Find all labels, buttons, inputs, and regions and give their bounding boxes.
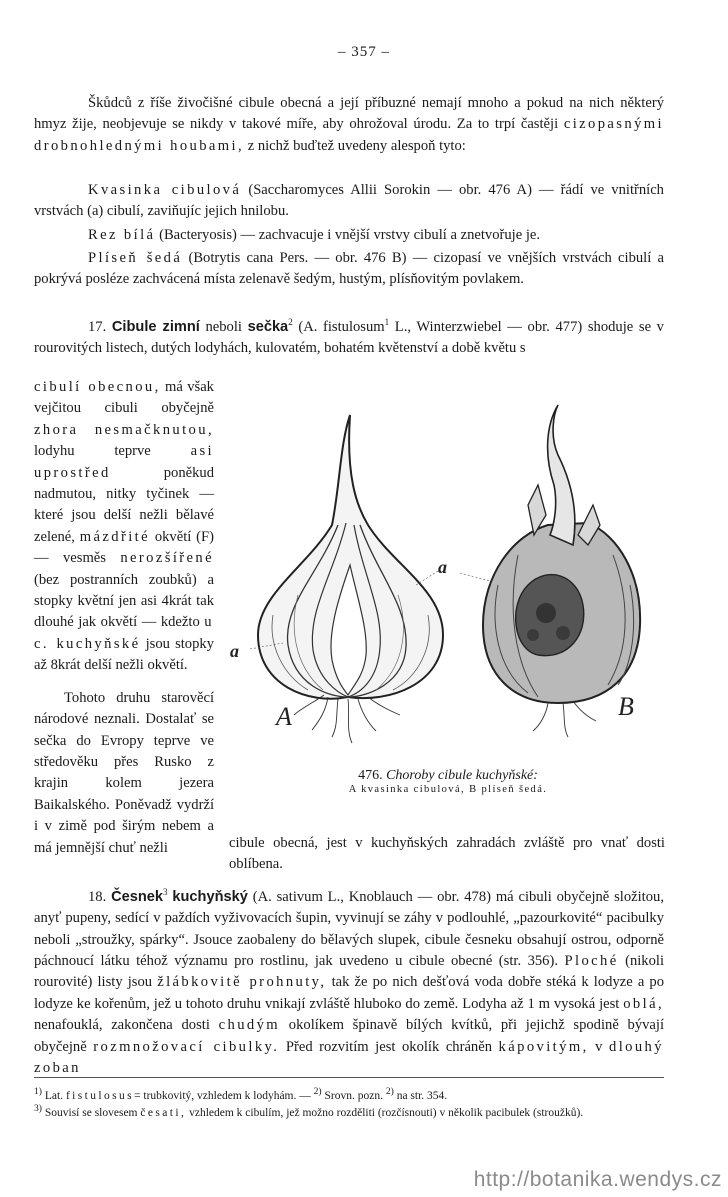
column-text: lodyhu teprve [34, 443, 191, 460]
emphasis-term: cizopasnými drobnohlednými houbami, [34, 116, 664, 154]
section-17-intro: 17. Cibule zimní neboli sečka$^2$ (A. fistulosum$^1$ L., Winterzwiebel — obr. 477) shoduje se v rourovitých listech, dutých lodyhách, kulovatém, bohatém květenství a době květu s [34, 317, 664, 357]
column-paragraph-2: Tohoto druhu starověcí národové neznali. Dostalať se sečka do Evropy teprve ve středověku přes Rusko z krajin kolem jezera Baikalského. Poněvadž vydrží i v zimě pod širým nebem a má jemnější chuť nežli [34, 689, 214, 856]
caption-number: 476. [358, 768, 383, 783]
emphasis-term: asi uprostřed [34, 443, 214, 481]
column-text: má však vejčitou cibuli obyčejně [34, 379, 214, 417]
onion-illustration [228, 385, 668, 770]
section-17-tail: cibule obecná, jest v kuchyňských zahradách zvláště pro vnať dosti oblíbena. [229, 835, 665, 873]
emphasis-term: nerozšířené [120, 550, 214, 567]
column-text: (bez postranních zoubků) a stopky květní jen asi 4krát tak dlouhé jak okvětí — kdežto [34, 571, 214, 631]
section-alt-name: sečka [247, 318, 289, 335]
section-title: Cibule zimní [111, 318, 200, 335]
emphasis-term: u c. kuchyňské [34, 614, 214, 652]
watermark-url[interactable]: http://botanika.wendys.cz [473, 1168, 722, 1191]
figure-476 [228, 385, 668, 770]
caption-subtitle: A kvasinka cibulová, B plíseň šedá. [348, 784, 548, 795]
figure-label-b: B [618, 692, 634, 721]
emphasis-term: zhora nesmačknutou, [34, 421, 214, 438]
caption-title: Choroby cibule kuchyňské: [386, 768, 538, 783]
page-number: – 357 – [338, 44, 390, 60]
section-number: 17. [88, 318, 107, 335]
column-paragraph-1 [34, 377, 214, 677]
footnote-1-2: $^{1)}$ Lat. fistulosus= trubkovitý, vzhledem k lodyhám. — $^{2)}$ Srovn. pozn. $^{2)}$ na str. 354. [34, 1086, 448, 1102]
figure-label-a-upper: A [276, 702, 292, 731]
species-name: Rez bílá [88, 227, 156, 243]
species-name: Plíseň šedá [88, 250, 183, 266]
paragraph-plisen: Plíseň šedá (Botrytis cana Pers. — obr. 476 B) — cizopasí ve vnějších vrstvách cibulí a pokrývá posléze zachvácená místa zelenavě šedým, hustým, plísňovitým povlakem. [34, 250, 664, 288]
intro-paragraph: Škůdců z říše živočišné cibule obecná a její příbuzné nemají mnoho a pokud na nich některý hmyz žije, neobjevuje se nikdy v takové míře, aby ohrožoval úrodu. Za to trpí častěji cizopasnými drobnohlednými houbami, z nichž buďtež uvedeny alespoň tyto: [34, 95, 664, 154]
section-18: 18. Česnek$^3$ kuchyňský (A. sativum L., Knoblauch — obr. 478) má cibuli obyčejně složitou, anyť pupeny, sedící v paždích vyživovacích šupin, vyvinují se záhy v podlouhlé, „pazourkovité“ pacibulky neboli „stroužky, spárky“. Jsouce zaobaleny do bělavých slupek, cibule česneku obsahují ostrou, odporně páchnoucí látku téhož významu pro rostlinu, jak uvedeno u cibule obecné (str. 356). Ploché (nikoli rourovité) listy jsou žlábkovitě prohnuty, tak že po nich dešťová voda dobře stéká k lodyze a po lodyze ke kořenům, jež u tohoto druhu vnikají zvláště hluboko do země. Lodyha až 1 m vysoká jest oblá, nenafouklá, zakončena dosti chudým okolíkem špinavě bílých kvítků, při jejichž spodině bývají obyčejně rozmnožovací cibulky. Před rozvitím jest okolík chráněn kápovitým, v dlouhý zoban [34, 887, 665, 1077]
footnote-3: $^{3)}$ Souvisí se slovesem česati, vzhledem k cibulím, jež možno rozděliti (rozčísnouti) v několik pacibulek (stroužků). [34, 1103, 584, 1119]
paragraph-rez: Rez bílá (Bacteryosis) — zachvacuje i vnější vrstvy cibulí a znetvořuje je. [88, 227, 541, 243]
bulb-a-drawing [250, 415, 443, 743]
species-name: Kvasinka cibulová [88, 182, 242, 198]
column-text: poněkud nadmutou, nitky tyčinek — které jsou delší nežli bělavé zelené, [34, 464, 214, 545]
figure-caption [228, 768, 668, 795]
paragraph-kvasinka: Kvasinka cibulová (Saccharomyces Allii Sorokin — obr. 476 A) — řádí ve vnitřních vrstvách (a) cibulí, zaviňujíc jejich hnilobu. [34, 182, 664, 220]
emphasis-term: mázdřité [79, 528, 150, 545]
footnote-rule [34, 1077, 664, 1078]
bulb-b-drawing [460, 405, 640, 737]
section-number: 18. [88, 888, 107, 905]
column-text: okvětí (F) — vesměs [34, 528, 214, 567]
section-title-2: kuchyňský [172, 888, 248, 905]
narrow-column [34, 377, 214, 859]
figure-label-a-lower-left: a [230, 641, 239, 661]
figure-label-a-lower-right: a [438, 557, 447, 577]
emphasis-term: cibulí obecnou, [34, 379, 161, 395]
section-title: Česnek [111, 888, 164, 905]
column-text: jsou stopky až 8krát delší nežli okvětí. [34, 635, 214, 674]
